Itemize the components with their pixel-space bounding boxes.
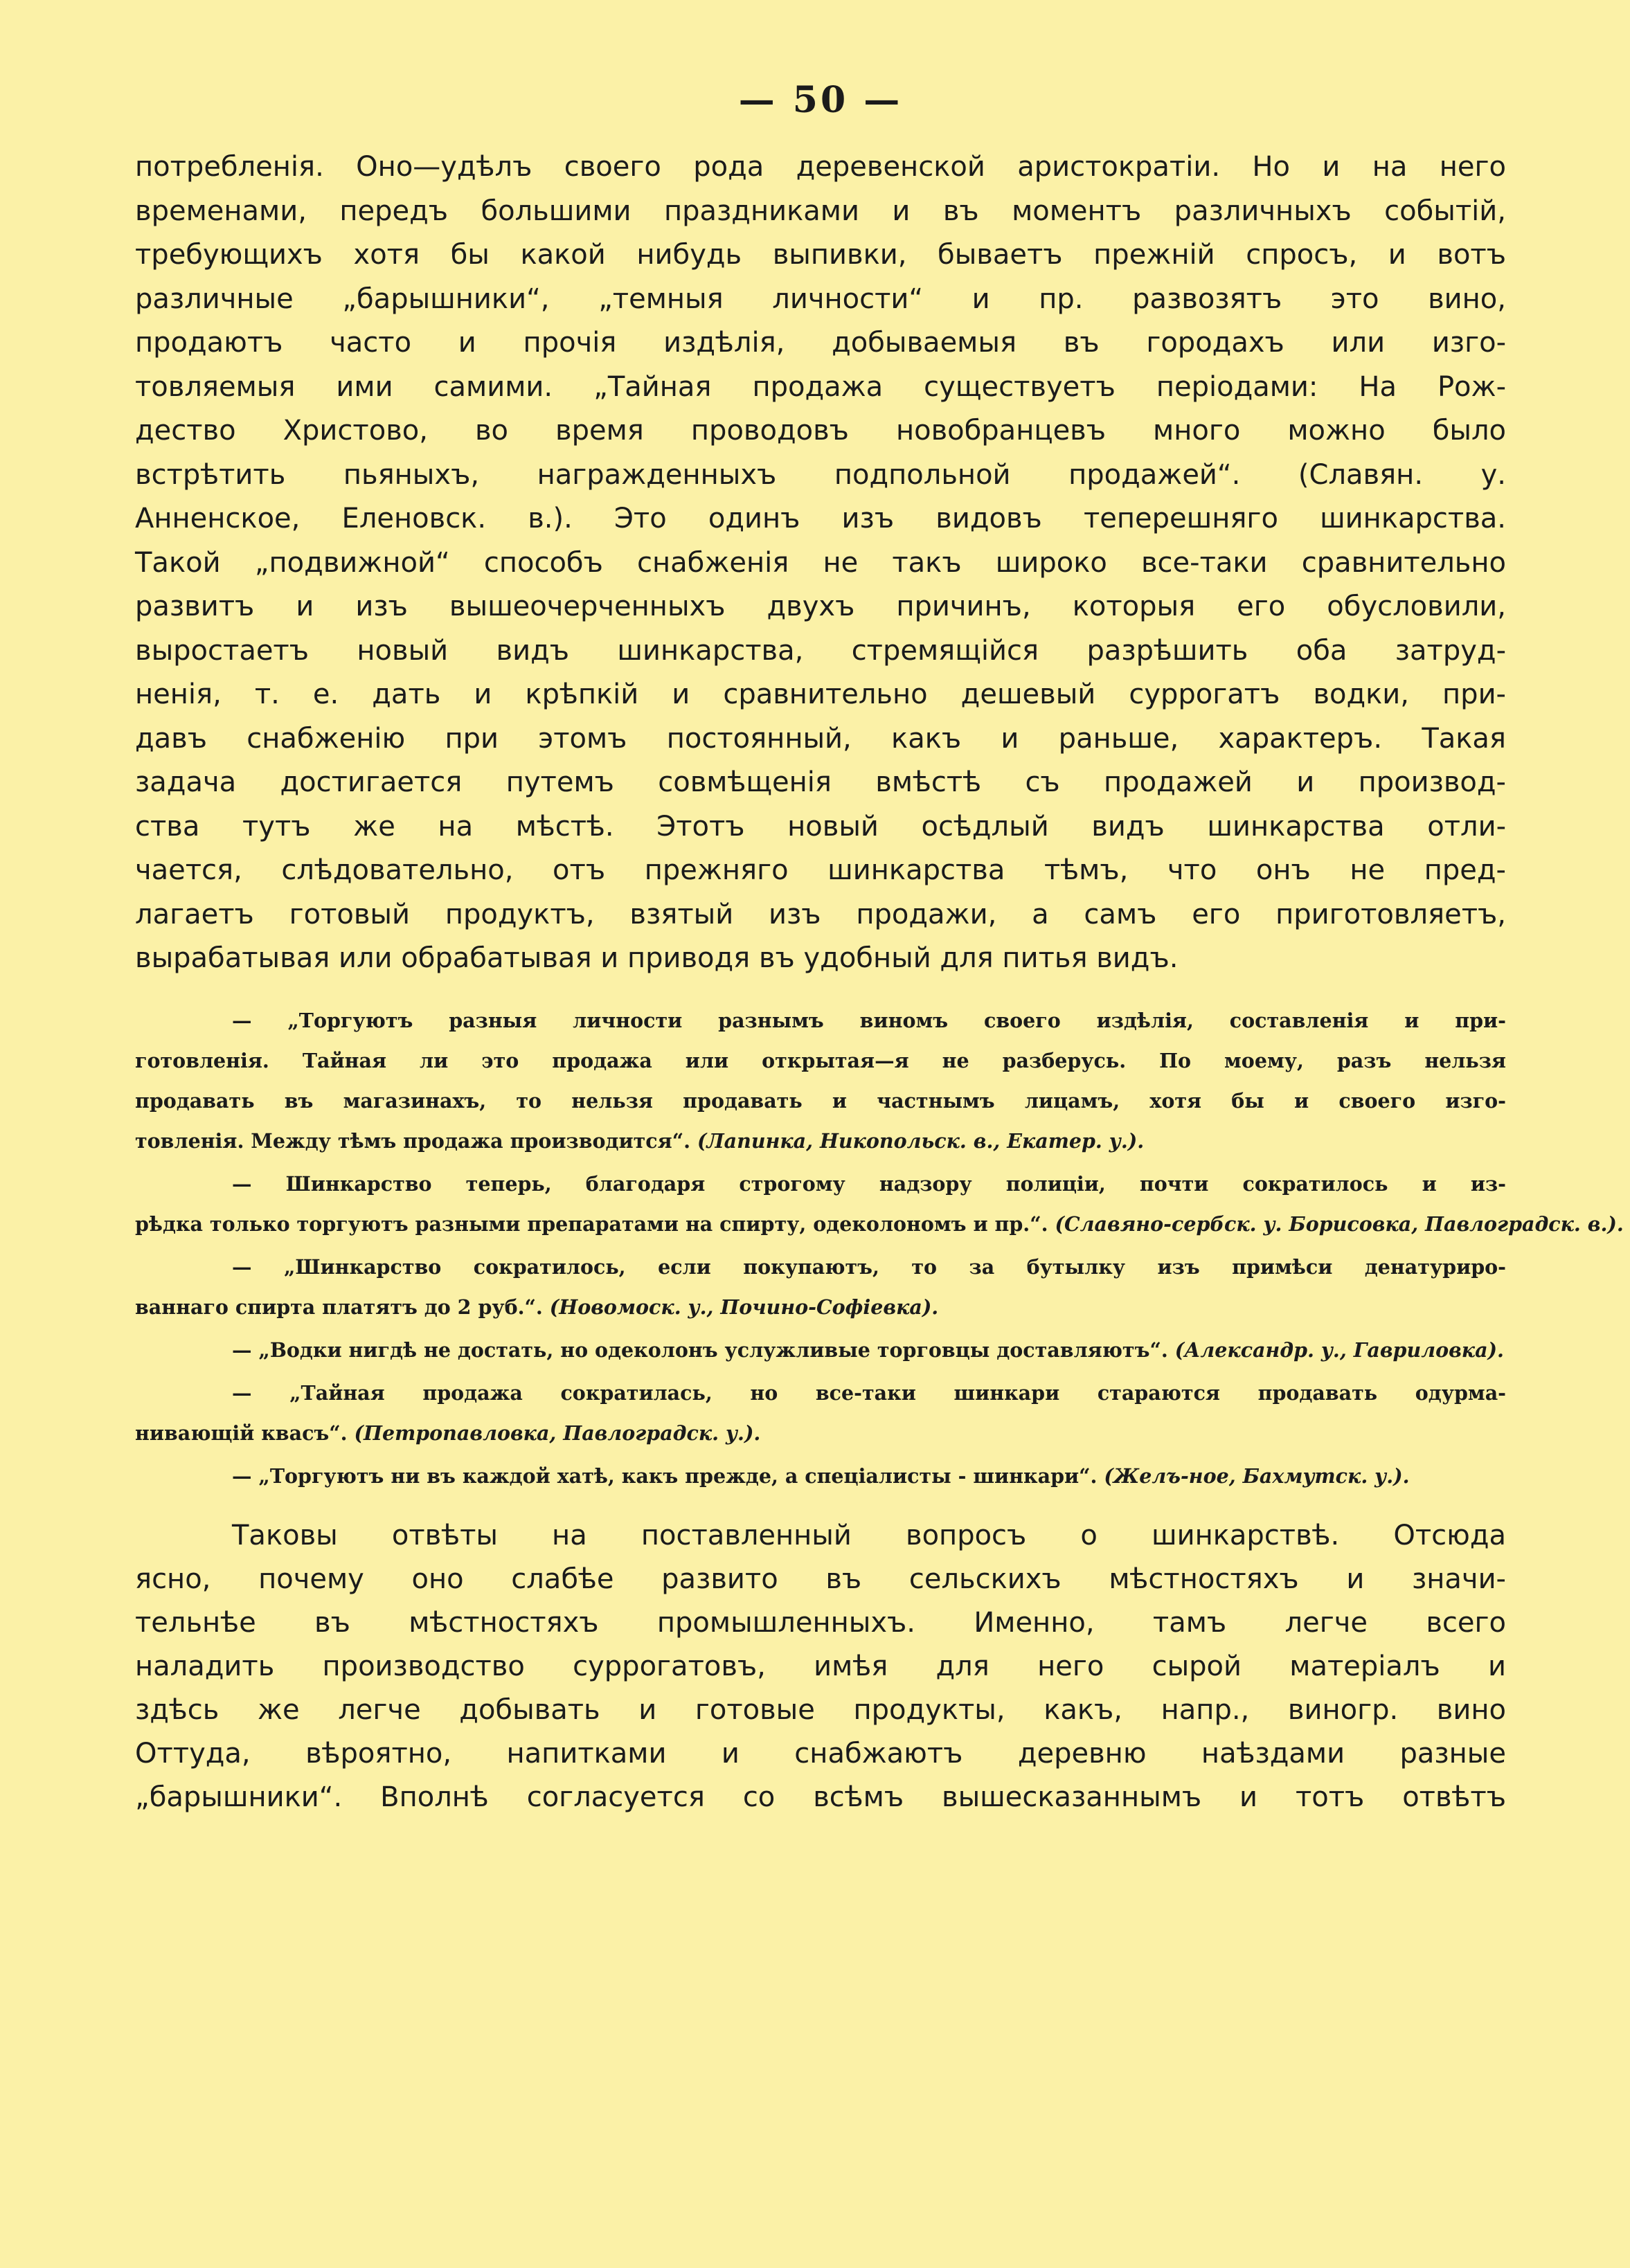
text-line: встрѣтить пьяныхъ, награжденныхъ подпольной продажей“. (Славян. у. bbox=[135, 458, 1506, 491]
quote-line: — „Тайная продажа сократилась, но все-таки шинкари стараются продавать одурма- bbox=[232, 1380, 1506, 1405]
quote-source: (Петропавловка, Павлоградск. у.). bbox=[354, 1421, 761, 1445]
quote-item bbox=[135, 1456, 1506, 1496]
text-line: давъ снабженію при этомъ постоянный, какъ и раньше, характеръ. Такая bbox=[135, 722, 1506, 755]
quote-line: готовленія. Тайная ли это продажа или открытая—я не разберусь. По моему, разъ нельзя bbox=[135, 1048, 1506, 1072]
quote-line-with-source bbox=[135, 1456, 1506, 1496]
text-line: выростаетъ новый видъ шинкарства, стремящійся разрѣшить оба затруд- bbox=[135, 634, 1506, 667]
page-number: — 50 — bbox=[738, 79, 903, 121]
text-line: развитъ и изъ вышеочерченныхъ двухъ причинъ, которыя его обусловили, bbox=[135, 591, 1506, 622]
quote-source: (Александр. у., Гавриловка). bbox=[1174, 1338, 1504, 1362]
quote-line: продавать въ магазинахъ, то нельзя продавать и частнымъ лицамъ, хотя бы и своего изго- bbox=[135, 1088, 1506, 1113]
quote-source: (Лапинка, Никопольск. в., Екатер. у.). bbox=[697, 1128, 1145, 1153]
quote-source: (Желъ-ное, Бахмутск. у.). bbox=[1104, 1464, 1410, 1488]
text-line: Таковы отвѣты на поставленный вопросъ о шинкарствѣ. Отсюда bbox=[232, 1519, 1506, 1551]
text-line: Анненское, Еленовск. в.). Это одинъ изъ видовъ теперешняго шинкарства. bbox=[135, 503, 1506, 534]
text-line: ясно, почему оно слабѣе развито въ сельскихъ мѣстностяхъ и значи- bbox=[135, 1563, 1506, 1595]
text-line: наладить производство суррогатовъ, имѣя для него сырой матеріалъ и bbox=[135, 1650, 1506, 1682]
text-line: лагаетъ готовый продуктъ, взятый изъ продажи, а самъ его приготовляетъ, bbox=[135, 898, 1506, 930]
quote-line-with-source bbox=[135, 1287, 1506, 1327]
quote-line-text: — „Торгуютъ ни въ каждой хатѣ, какъ прежде, а спеціалисты - шинкари“. bbox=[232, 1464, 1098, 1488]
quote-source: (Славяно-сербск. у. Борисовка, Павлоградск. в.). bbox=[1055, 1212, 1624, 1236]
text-line: различные „барышники“, „темныя личности“ и пр. развозятъ это вино, bbox=[135, 282, 1506, 315]
quote-line-text: рѣдка только торгуютъ разными препаратами на спирту, одеколономъ и пр.“. bbox=[135, 1212, 1048, 1236]
quote-item bbox=[135, 1373, 1506, 1453]
quote-line-text: — „Водки нигдѣ не достать, но одеколонъ услужливые торговцы доставляютъ“. bbox=[232, 1338, 1168, 1362]
quotes-block bbox=[135, 1000, 1624, 1496]
text-line: ненія, т. е. дать и крѣпкій и сравнительно дешевый суррогатъ водки, при- bbox=[135, 678, 1506, 710]
document-page bbox=[135, 76, 1624, 1819]
quote-line-with-source bbox=[135, 1121, 1506, 1161]
text-line: чается, слѣдовательно, отъ прежняго шинкарства тѣмъ, что онъ не пред- bbox=[135, 854, 1506, 886]
quote-line: — Шинкарство теперь, благодаря строгому надзору полиціи, почти сократилось и из- bbox=[232, 1171, 1506, 1196]
text-line: задача достигается путемъ совмѣщенія вмѣстѣ съ продажей и производ- bbox=[135, 766, 1506, 798]
paragraph-main bbox=[135, 145, 1506, 981]
text-line: тельнѣе въ мѣстностяхъ промышленныхъ. Именно, тамъ легче всего bbox=[135, 1606, 1506, 1639]
quote-line-with-source bbox=[135, 1204, 1624, 1244]
quote-line: — „Шинкарство сократилось, если покупаютъ, то за бутылку изъ примѣси денатуриро- bbox=[232, 1254, 1506, 1279]
text-line: Оттуда, вѣроятно, напитками и снабжаютъ деревню наѣздами разные bbox=[135, 1737, 1506, 1770]
quote-line-with-source bbox=[135, 1330, 1506, 1370]
text-line: здѣсь же легче добывать и готовые продукты, какъ, напр., виногр. вино bbox=[135, 1693, 1506, 1726]
text-line: потребленія. Оно—удѣлъ своего рода деревенской аристократіи. Но и на него bbox=[135, 151, 1506, 183]
text-line: дество Христово, во время проводовъ новобранцевъ много можно было bbox=[135, 415, 1506, 447]
text-line: вырабатывая или обрабатывая и приводя въ удобный для питья видъ. bbox=[135, 942, 1179, 974]
quote-line-with-source bbox=[135, 1413, 1506, 1453]
quote-item bbox=[135, 1164, 1624, 1244]
quote-source: (Новомоск. у., Почино-Софіевка). bbox=[549, 1295, 939, 1319]
quote-line: — „Торгуютъ разныя личности разнымъ виномъ своего издѣлія, составленія и при- bbox=[232, 1008, 1506, 1032]
text-line: товляемыя ими самими. „Тайная продажа существуетъ періодами: На Рож- bbox=[135, 370, 1506, 403]
quote-item bbox=[135, 1000, 1506, 1161]
text-line: ства тутъ же на мѣстѣ. Этотъ новый осѣдлый видъ шинкарства отли- bbox=[135, 810, 1506, 843]
text-line: требующихъ хотя бы какой нибудь выпивки, бываетъ прежній спросъ, и вотъ bbox=[135, 239, 1506, 271]
quote-item bbox=[135, 1330, 1506, 1370]
quote-line-text: нивающій квасъ“. bbox=[135, 1421, 348, 1445]
quote-item bbox=[135, 1247, 1506, 1327]
text-line: Такой „подвижной“ способъ снабженія не такъ широко все-таки сравнительно bbox=[135, 546, 1506, 579]
text-line: временами, передъ большими праздниками и въ моментъ различныхъ событій, bbox=[135, 195, 1506, 227]
text-line: продаютъ часто и прочія издѣлія, добываемыя въ городахъ или изго- bbox=[135, 327, 1506, 359]
quote-line-text: товленія. Между тѣмъ продажа производится“. bbox=[135, 1128, 691, 1153]
paragraph-conclusion bbox=[135, 1514, 1506, 1819]
text-line: „барышники“. Вполнѣ согласуется со всѣмъ вышесказаннымъ и тотъ отвѣтъ bbox=[135, 1781, 1506, 1813]
quote-line-text: ваннаго спирта платятъ до 2 руб.“. bbox=[135, 1295, 543, 1319]
